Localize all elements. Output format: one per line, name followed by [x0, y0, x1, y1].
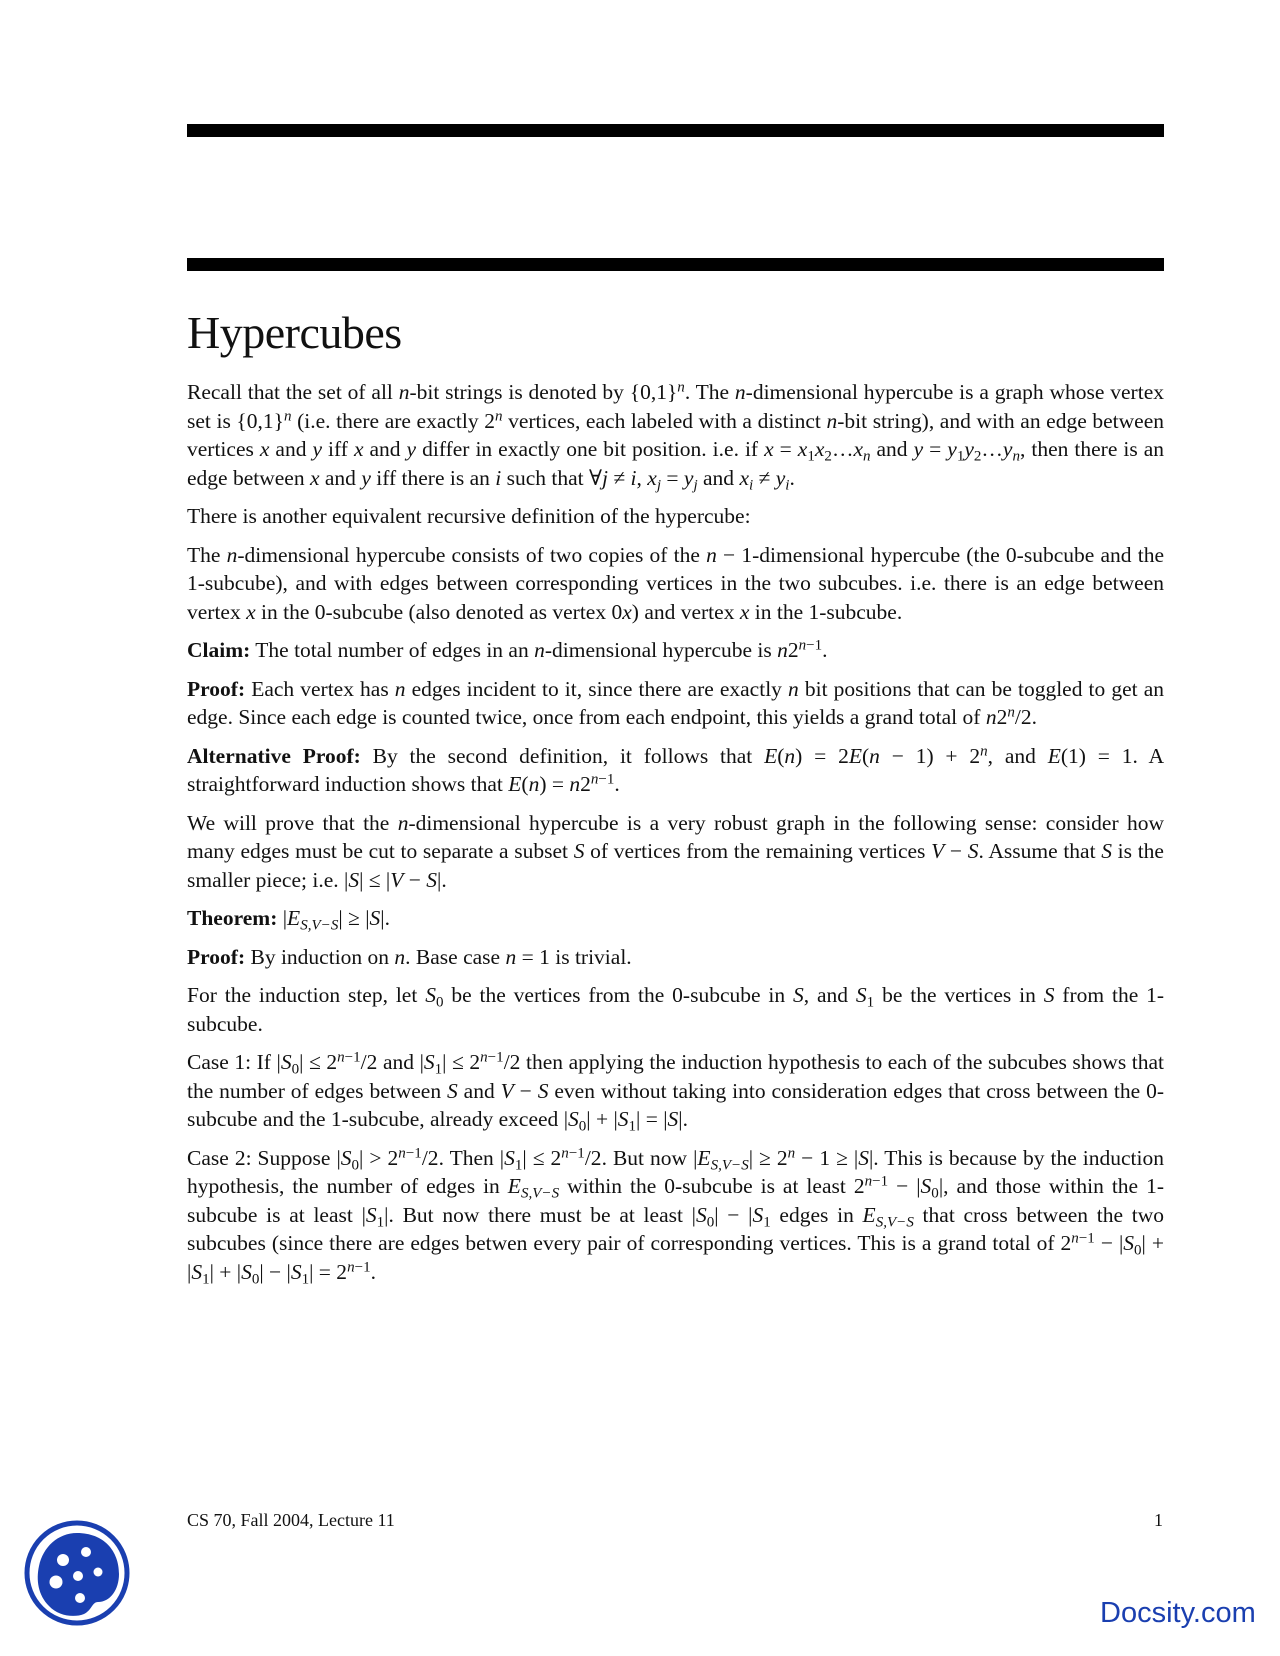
paragraph-recursive-intro: There is another equivalent recursive definition of the hypercube: — [187, 504, 751, 528]
header-rule-bottom — [187, 258, 1164, 271]
paragraph-robustness: We will prove that the n-dimensional hypercube is a very robust graph in the following sense: consider how many edges must be cut to separate a subset S of vertices from the remaining vertices V − S. Assume that S is the smaller piece; i.e. |S| ≤ |V − S|. — [187, 810, 1164, 892]
docsity-logo-icon[interactable] — [22, 1518, 132, 1628]
paragraph-definition: Recall that the set of all n-bit strings is denoted by $\{0,1\}^n$. The n-dimensional hypercube is a graph whose vertex set is $\{0,1\}^n$ (i.e. there are exactly 2$^n$ vertices, each labeled with a distinct n-bit string), and with an edge between vertices x and y iff x and y differ in exactly one bit position. i.e. if $x = x_1x_2\dots x_n$ and $y = y_1y_2\dots y_n$, then there is an edge between x and y iff there is an i such that ∀j ≠ i, $x_j = y_j$ and $x_i \ne y_i$. — [187, 379, 1165, 493]
paragraph-case-1: Case 1: If $|S_0| \le 2^{n-1}/2$ and $|S_1| \le 2^{n-1}/2$ then applying the induction hypothesis to each of the subcubes shows that the number of edges between S and V − S even without taking into consideration edges that cross between the 0-subcube and the 1-subcube, already exceed $|S_0| + |S_1| = |S|$. — [187, 1049, 1164, 1135]
paragraph-recursive-definition: The n-dimensional hypercube consists of two copies of the n − 1-dimensional hypercube (the 0-subcube and the 1-subcube), and with edges between corresponding vertices in the two subcubes. i.e. there is an edge between vertex x in the 0-subcube (also denoted as vertex 0x) and vertex x in the 1-subcube. — [187, 542, 1164, 624]
footer-course-info: CS 70, Fall 2004, Lecture 11 — [187, 1510, 395, 1530]
paragraph-claim: Claim: The total number of edges in an n-dimensional hypercube is $n2^{n-1}$. — [187, 637, 828, 662]
footer-page-number: 1 — [1154, 1510, 1163, 1530]
page-title: Hypercubes — [187, 307, 402, 358]
docsity-brand-link[interactable]: Docsity.com — [1100, 1597, 1256, 1629]
paragraph-proof: Proof: Each vertex has n edges incident to it, since there are exactly n bit positions that can be toggled to get an edge. Since each edge is counted twice, once from each endpoint, this yields a grand total of n2$^n$/2. — [187, 676, 1164, 729]
paragraph-induction-step: For the induction step, let $S_0$ be the vertices from the 0-subcube in S, and $S_1$ be the vertices in S from the 1-subcube. — [187, 983, 1165, 1036]
document-body — [187, 378, 1164, 1296]
paragraph-case-2: Case 2: Suppose $|S_0| > 2^{n-1}/2$. Then $|S_1| \le 2^{n-1}/2$. But now $|E_{S,V-S}| \ge 2^n - 1 \ge |S|$. This is because by the induction hypothesis, the number of edges in $E_{S,V-S}$ within the 0-subcube is at least $2^{n-1} - |S_0|$, and those within the 1-subcube is at least $|S_1|$. But now there must be at least $|S_0| - |S_1$ edges in $E_{S,V-S}$ that cross between the two subcubes (since there are edges betwen every pair of corresponding vertices. This is a grand total of $2^{n-1} - |S_0| + |S_1| + |S_0| - |S_1| = 2^{n-1}$. — [187, 1144, 1165, 1287]
paragraph-alternative-proof: Alternative Proof: By the second definition, it follows that $E(n) = 2E(n - 1) + 2^n$, and E(1) = 1. A straightforward induction shows that $E(n) = n2^{n-1}$. — [187, 742, 1164, 796]
paragraph-theorem: Theorem: $|E_{S,V-S}| \ge |S|$. — [187, 906, 390, 934]
header-rule-top — [187, 124, 1164, 137]
paragraph-proof-induction: Proof: By induction on n. Base case n = 1 is trivial. — [187, 944, 632, 969]
